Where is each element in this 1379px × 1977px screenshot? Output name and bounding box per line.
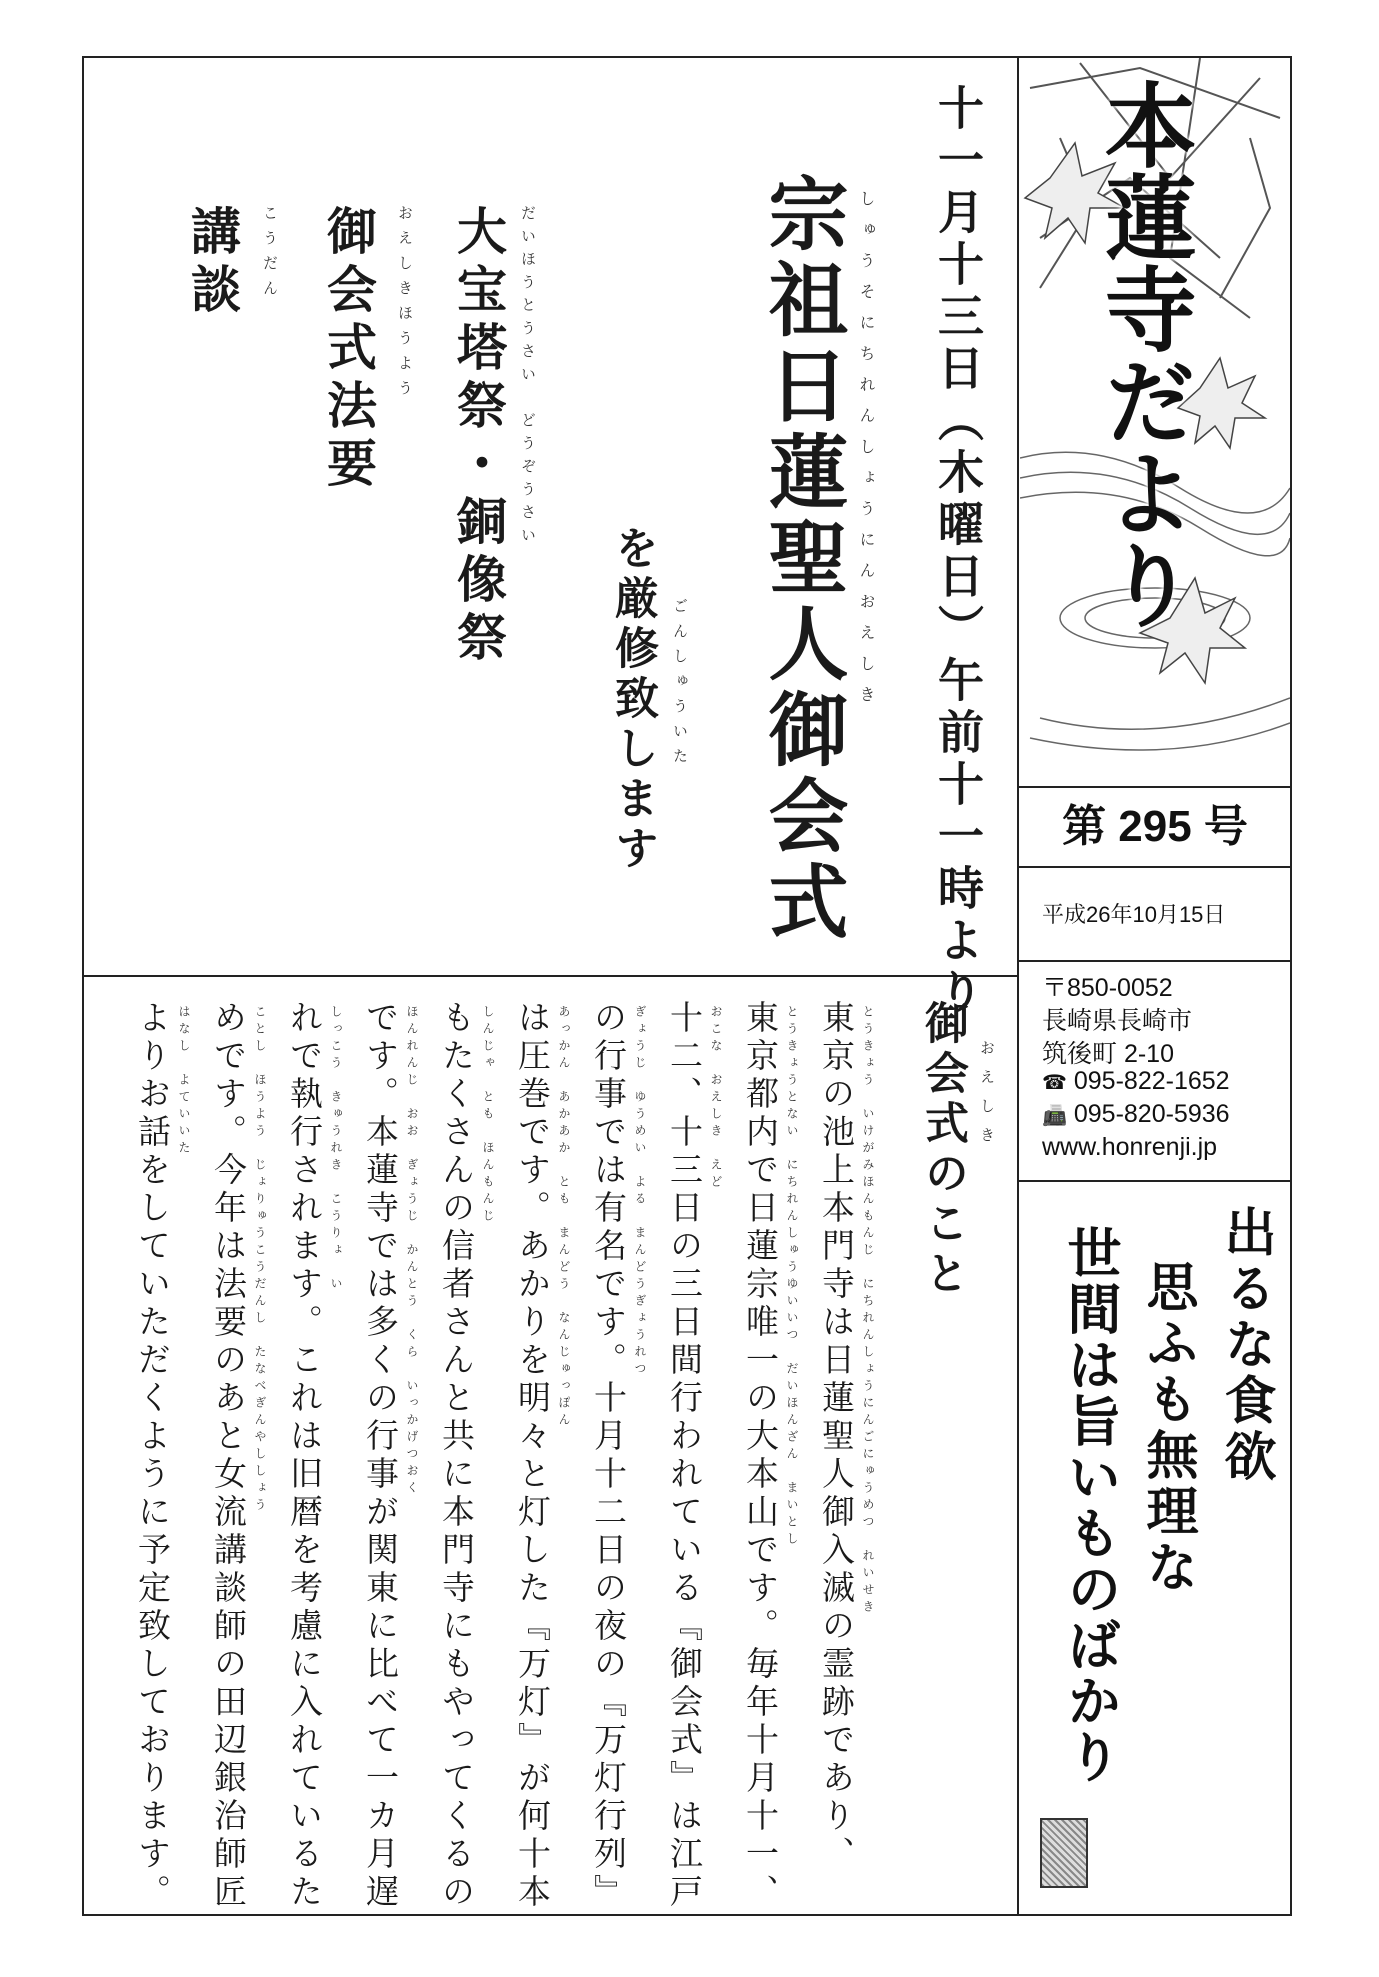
contact-phone: 095-822-1652	[1073, 1067, 1230, 1095]
masthead-contact-divider	[1018, 960, 1292, 962]
seal-stamp-icon	[1040, 1818, 1088, 1888]
article-column-10: よりお話をしていただくように予定致しております。	[133, 1000, 172, 1912]
event-item2-ruby: おえしきほうよう	[396, 205, 414, 405]
article-column-2: 東京都内で日蓮宗唯一の大本山です。毎年十月十一、	[741, 1000, 780, 1912]
masthead-title: 本蓮寺だより	[1089, 78, 1198, 630]
masthead-illustration	[1020, 58, 1290, 784]
article-column-7: です。本蓮寺では多くの行事が関東に比べて一カ月遅	[361, 1000, 400, 1912]
article-ruby-1: とうきょう いけがみほんもんじ にちれんしょうにんごにゅうめつ れいせき	[861, 1005, 875, 1617]
article-column-8: れで執行されます。これは旧暦を考慮に入れているた	[285, 1000, 324, 1912]
masthead-date-divider	[1018, 866, 1292, 868]
contact-website[interactable]: www.honrenji.jp	[1042, 1133, 1218, 1161]
issue-number: 第 295 号	[1062, 802, 1248, 851]
article-column-6: もたくさんの信者さんと共に本門寺にもやってくるの	[437, 1000, 476, 1912]
contact-address1: 長崎県長崎市	[1042, 1007, 1193, 1035]
masthead-motto-divider	[1018, 1180, 1292, 1182]
article-column-4: の行事では有名です。十月十二日の夜の『万灯行列』	[589, 1000, 628, 1912]
event-item1-ruby: だいほうとうさい どうぞうさい	[519, 205, 537, 550]
article-ruby-8: しっこう きゅうれき こうりょ い	[329, 1005, 343, 1294]
event-item3-ruby: こうだん	[261, 205, 279, 305]
motto-line3: 世間は旨いものばかり	[1059, 1225, 1122, 1785]
contact-address2: 筑後町 2-10	[1042, 1040, 1174, 1068]
article-ruby-6: しんじゃ とも ほんもんじ	[481, 1005, 495, 1226]
motto-line1: 出るな食欲	[1215, 1205, 1275, 1485]
article-ruby-5: あっかん あかあか とも まんどう なんじゅっぽん	[557, 1005, 571, 1430]
event-item3: 講談	[183, 205, 242, 321]
event-date-line: 十一月十三日（木曜日）午前十一時より	[931, 84, 985, 1020]
contact-fax: 095-820-5936	[1073, 1100, 1230, 1128]
article-ruby-4: ぎょうじ ゆうめい よる まんどうぎょうれつ	[633, 1005, 647, 1379]
article-column-5: は圧巻です。あかりを明々と灯した『万灯』が何十本	[513, 1000, 552, 1912]
event-item1: 大宝塔祭・銅像祭	[449, 205, 508, 669]
contact-fax-row	[1042, 1100, 1230, 1129]
article-ruby-9: ことし ほうよう じょりゅうこうだんし たなべぎんやししょう	[253, 1005, 267, 1515]
article-ruby-3: おこな おえしき えど	[709, 1005, 723, 1192]
article-ruby-10: はなし よていいた	[177, 1005, 191, 1158]
article-column-9: めです。今年は法要のあと女流講談師の田辺銀治師匠	[209, 1000, 248, 1912]
event-subtitle-ruby: ごんしゅういた	[671, 598, 689, 773]
masthead-divider	[1017, 56, 1019, 1916]
article-ruby-2: とうきょうとない にちれんしゅうゆいいつ だいほんざん まいとし	[785, 1005, 799, 1549]
event-title: 宗祖日蓮聖人御会式	[755, 172, 849, 946]
event-item2: 御会式法要	[319, 205, 378, 495]
article-ruby-7: ほんれんじ おお ぎょうじ かんとう くら いっかげつおく	[405, 1005, 419, 1498]
issue-date: 平成26年10月15日	[1042, 902, 1226, 927]
article-heading: 御会式のこと	[917, 1000, 968, 1300]
motto-line2: 思ふも無理な	[1137, 1260, 1197, 1596]
article-heading-ruby: おえしき	[978, 1040, 996, 1156]
section-divider	[82, 975, 1018, 977]
fax-icon: 📠	[1042, 1105, 1067, 1127]
masthead-issue-divider	[1018, 786, 1292, 788]
article-column-3: 十二、十三日の三日間行われている『御会式』は江戸	[665, 1000, 704, 1912]
contact-phone-row	[1042, 1067, 1230, 1096]
contact-postal: 〒850-0052	[1042, 974, 1173, 1002]
phone-icon: ☎	[1042, 1072, 1067, 1094]
article-column-1: 東京の池上本門寺は日蓮聖人御入滅の霊跡であり、	[817, 1000, 856, 1874]
event-subtitle: を厳修致します	[607, 525, 658, 875]
event-title-ruby: しゅうそにちれんしょうにんおえしき	[857, 190, 876, 717]
